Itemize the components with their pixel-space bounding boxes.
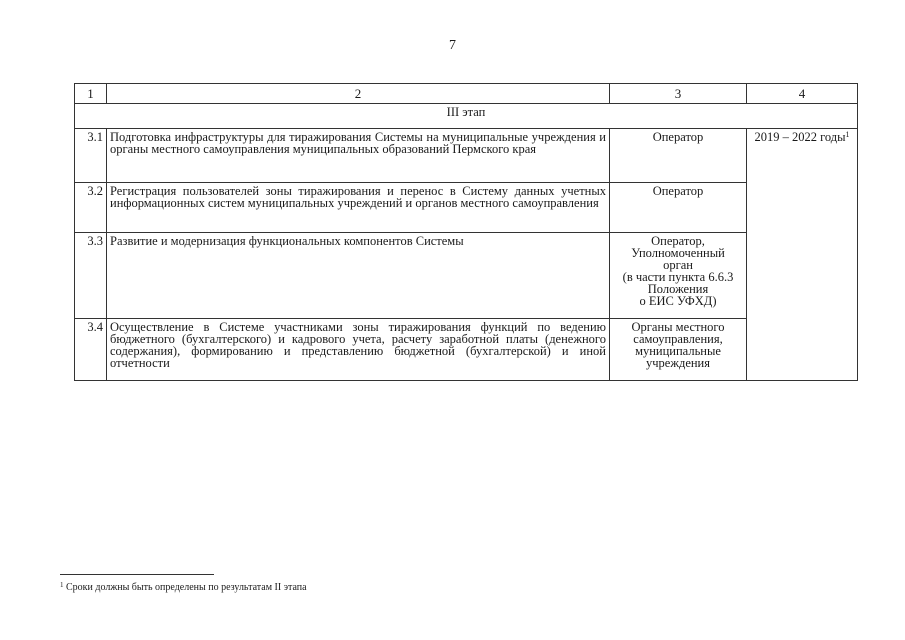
header-cell-1: 1 xyxy=(75,84,107,104)
footnote xyxy=(60,582,307,593)
responsible-line: муниципальные xyxy=(635,344,721,358)
row-number: 3.4 xyxy=(75,319,107,381)
table-header-row xyxy=(75,84,858,104)
table-row xyxy=(75,319,858,381)
responsible-line: самоуправления, xyxy=(633,332,723,346)
row-responsible: Оператор xyxy=(610,183,747,233)
row-description: Развитие и модернизация функциональных компонентов Системы xyxy=(107,233,610,319)
stage-title-row xyxy=(75,104,858,129)
header-cell-3: 3 xyxy=(610,84,747,104)
term-footnote-mark: 1 xyxy=(845,130,850,139)
row-responsible xyxy=(610,319,747,381)
row-number: 3.2 xyxy=(75,183,107,233)
footnote-separator xyxy=(60,574,214,575)
row-description: Подготовка инфраструктуры для тиражирования Системы на муниципальные учреждения и органы местного самоуправления муниципальных образований Пермского края xyxy=(107,129,610,183)
header-cell-4: 4 xyxy=(747,84,858,104)
term-text: 2019 – 2022 годы xyxy=(754,130,846,144)
table-row xyxy=(75,183,858,233)
responsible-line: учреждения xyxy=(645,356,710,370)
row-responsible xyxy=(610,233,747,319)
stage-table xyxy=(74,83,858,381)
responsible-line: Положения xyxy=(647,282,709,296)
footnote-mark: 1 xyxy=(60,581,64,589)
responsible-line: (в части пункта 6.6.3 xyxy=(622,270,734,284)
responsible-line: Уполномоченный xyxy=(631,246,725,260)
row-number: 3.1 xyxy=(75,129,107,183)
responsible-line: Оператор, xyxy=(651,234,705,248)
table-row xyxy=(75,129,858,183)
footnote-text: Сроки должны быть определены по результатам II этапа xyxy=(66,582,307,593)
table-row xyxy=(75,233,858,319)
header-cell-2: 2 xyxy=(107,84,610,104)
stage-title: III этап xyxy=(75,104,858,129)
responsible-line: орган xyxy=(663,258,693,272)
row-description: Регистрация пользователей зоны тиражирования и перенос в Систему данных учетных информационных систем муниципальных учреждений и органов местного самоуправления xyxy=(107,183,610,233)
term-cell xyxy=(747,129,858,381)
responsible-line: о ЕИС УФХД) xyxy=(639,294,717,308)
responsible-line: Органы местного xyxy=(631,320,725,334)
row-number: 3.3 xyxy=(75,233,107,319)
row-description: Осуществление в Системе участниками зоны тиражирования функций по ведению бюджетного (бухгалтерского) и кадрового учета, расчету заработной платы (денежного содержания), формированию и представлению бюджетной (бухгалтерской) и иной отчетности xyxy=(107,319,610,381)
page-number: 7 xyxy=(449,38,456,53)
row-responsible: Оператор xyxy=(610,129,747,183)
